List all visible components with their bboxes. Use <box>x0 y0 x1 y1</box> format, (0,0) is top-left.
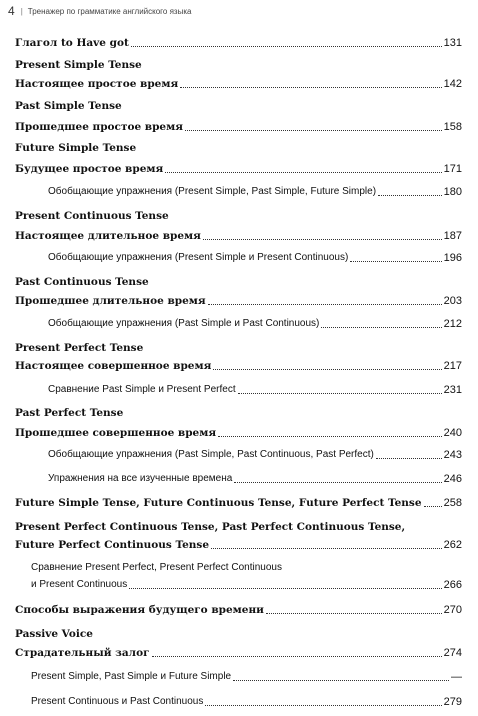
toc-page-number: 196 <box>443 252 462 264</box>
toc-section-heading: Present Continuous Tense <box>15 210 169 222</box>
dot-leader <box>350 261 441 262</box>
toc-page-number: 203 <box>443 295 462 307</box>
toc-entry-title: Обобщающие упражнения (Present Simple, Past Simple, Future Simple) <box>48 186 377 197</box>
dot-leader <box>131 46 442 47</box>
dot-leader <box>152 656 442 657</box>
header-separator: | <box>20 6 23 16</box>
dot-leader <box>233 680 449 681</box>
toc-entry[interactable] <box>15 578 462 592</box>
toc-entry-title: Настоящее простое время <box>15 78 179 90</box>
toc-page-number: 217 <box>443 360 462 372</box>
toc-page-number: — <box>451 671 462 683</box>
dot-leader <box>238 393 442 394</box>
toc-section-heading: Present Simple Tense <box>15 59 142 71</box>
toc-entry[interactable] <box>15 77 462 91</box>
toc-page-number: 258 <box>443 497 462 509</box>
toc-entry[interactable] <box>15 695 462 709</box>
dot-leader <box>129 588 441 589</box>
toc-page-number: 187 <box>443 230 462 242</box>
toc-entry-title: Future Simple Tense, Future Continuous Tense, Future Perfect Tense <box>15 497 422 509</box>
toc-entry[interactable] <box>15 317 462 331</box>
page-number: 4 <box>8 4 15 18</box>
toc-entry[interactable] <box>15 538 462 552</box>
toc-entry-title: Сравнение Past Simple и Present Perfect <box>48 384 236 395</box>
toc-entry-title: и Present Continuous <box>31 579 128 590</box>
toc-page-number: 158 <box>443 121 462 133</box>
toc-entry[interactable] <box>15 120 462 134</box>
dot-leader <box>376 458 442 459</box>
toc-section-heading: Future Simple Tense <box>15 142 137 154</box>
toc-entry[interactable] <box>15 646 462 660</box>
toc-entry-title: Прошедшее длительное время <box>15 295 206 307</box>
toc-entry-title: Обобщающие упражнения (Past Simple и Past Continuous) <box>48 318 320 329</box>
toc-page-number: 231 <box>443 384 462 396</box>
toc-page-number: 266 <box>443 579 462 591</box>
toc-entry-title: Настоящее совершенное время <box>15 360 212 372</box>
dot-leader <box>266 613 442 614</box>
dot-leader <box>234 482 441 483</box>
dot-leader <box>203 239 442 240</box>
toc-entry[interactable] <box>15 426 462 440</box>
dot-leader <box>218 436 442 437</box>
toc-entry-title: Упражнения на все изученные времена <box>48 473 233 484</box>
toc-page-number: 274 <box>443 647 462 659</box>
toc-entry-title: Способы выражения будущего времени <box>15 604 264 616</box>
toc-page-number: 279 <box>443 696 462 708</box>
toc-entry[interactable] <box>15 162 462 176</box>
toc-page-number: 246 <box>443 473 462 485</box>
toc-page-number: 180 <box>443 186 462 198</box>
toc-entry-title: Обобщающие упражнения (Present Simple и Present Continuous) <box>48 252 349 263</box>
toc-page-number: 212 <box>443 318 462 330</box>
toc-entry-title: Будущее простое время <box>15 163 164 175</box>
toc-page-number: 142 <box>443 78 462 90</box>
toc-entry-title: Present Continuous и Past Continuous <box>31 696 204 707</box>
toc-entry[interactable] <box>15 185 462 199</box>
toc-entry-title: Настоящее длительное время <box>15 230 201 242</box>
toc-page-number: 243 <box>443 449 462 461</box>
dot-leader <box>321 327 441 328</box>
toc-entry[interactable] <box>15 294 462 308</box>
toc-entry-title: Прошедшее простое время <box>15 121 183 133</box>
toc-section-heading: Past Simple Tense <box>15 100 122 112</box>
toc-entry[interactable] <box>15 670 462 684</box>
toc-entry[interactable] <box>15 36 462 50</box>
toc-entry-title: Present Simple, Past Simple и Future Simple <box>31 671 232 682</box>
dot-leader <box>213 369 441 370</box>
toc-entry[interactable] <box>15 251 462 265</box>
toc-entry-title: Глагол to Have got <box>15 37 129 49</box>
running-header <box>8 4 191 18</box>
dot-leader <box>208 304 442 305</box>
book-title: Тренажер по грамматике английского языка <box>27 6 192 16</box>
toc-entry[interactable] <box>15 359 462 373</box>
toc-section-heading: Past Continuous Tense <box>15 276 149 288</box>
toc-entry-title: Страдательный залог <box>15 647 150 659</box>
dot-leader <box>180 87 441 88</box>
toc-page-number: 171 <box>443 163 462 175</box>
toc-section-heading: Present Perfect Continuous Tense, Past Perfect Continuous Tense, <box>15 521 406 533</box>
toc-entry-title: Future Perfect Continuous Tense <box>15 539 209 551</box>
toc-entry[interactable] <box>15 496 462 510</box>
dot-leader <box>424 506 442 507</box>
dot-leader <box>165 172 441 173</box>
toc-page-number: 131 <box>443 37 462 49</box>
toc-section-heading: Past Perfect Tense <box>15 407 124 419</box>
toc-entry-first-line: Сравнение Present Perfect, Present Perfect Continuous <box>31 562 282 573</box>
dot-leader <box>185 130 442 131</box>
toc-entry-title: Обобщающие упражнения (Past Simple, Past Continuous, Past Perfect) <box>48 449 374 460</box>
toc-section-heading: Passive Voice <box>15 628 93 640</box>
dot-leader <box>378 195 442 196</box>
toc-page-number: 262 <box>443 539 462 551</box>
toc-section-heading: Present Perfect Tense <box>15 342 144 354</box>
toc-entry[interactable] <box>15 448 462 462</box>
toc-entry-title: Прошедшее совершенное время <box>15 427 217 439</box>
toc-page-number: 240 <box>443 427 462 439</box>
toc-entry[interactable] <box>15 229 462 243</box>
dot-leader <box>211 548 442 549</box>
toc-entry[interactable] <box>15 472 462 486</box>
toc-entry[interactable] <box>15 603 462 617</box>
toc-page-number: 270 <box>443 604 462 616</box>
dot-leader <box>205 705 441 706</box>
toc-entry[interactable] <box>15 383 462 397</box>
